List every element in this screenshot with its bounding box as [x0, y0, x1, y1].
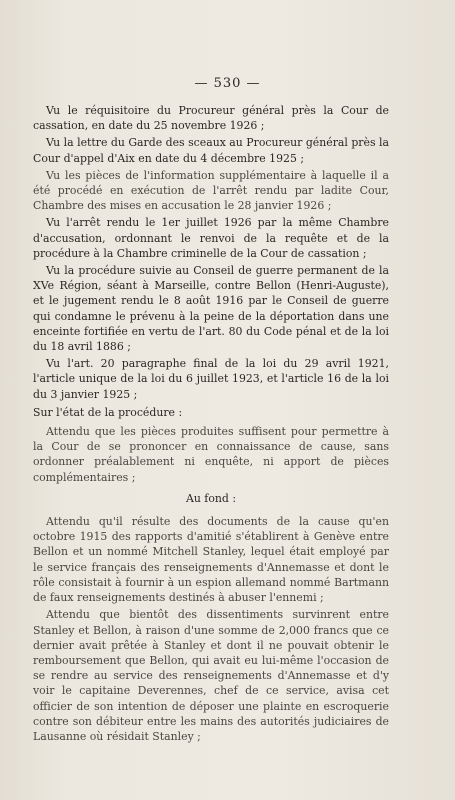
- section-heading: Au fond :: [185, 491, 237, 505]
- paragraph: Attendu que les pièces produites suffisent pour permettre à la Cour de se prononcer en connaissance de cause, sans ordonner préalablement ni enquête, ni apport de pièces complémentaires ;: [33, 425, 389, 484]
- paragraph: Attendu qu'il résulte des documents de la cause qu'en octobre 1915 des rapports d'amitié s'établirent à Genève entre Bellon et un nommé Mitchell Stanley, lequel était employé par le service français des renseignements d'Annemasse et dont le rôle consistait à fournir à un espion allemand nommé Bartmann de faux renseignements destinés à abuser l'ennemi ;: [33, 515, 389, 605]
- page-number: — 530 —: [194, 76, 261, 91]
- paragraph: Vu l'art. 20 paragraphe final de la loi du 29 avril 1921, l'article unique de la loi du 6 juillet 1923, et l'article 16 de la loi du 3 janvier 1925 ;: [33, 357, 389, 401]
- paragraph: Vu la lettre du Garde des sceaux au Procureur général près la Cour d'appel d'Aix en date du 4 décembre 1925 ;: [33, 136, 389, 165]
- paragraph: Vu l'arrêt rendu le 1er juillet 1926 par la même Chambre d'accusation, ordonnant le renvoi de la requête et de la procédure à la Chambre criminelle de la Cour de cassation ;: [33, 216, 389, 260]
- body-text: [33, 103, 389, 746]
- paragraph: Attendu que bientôt des dissentiments survinrent entre Stanley et Bellon, à raison d'une somme de 2,000 francs que ce dernier avait prêtée à Stanley et dont il ne pouvait obtenir le remboursement que Bellon, qui avait eu lui-même l'occasion de se rendre au service des renseignements d'Annemasse et d'y voir le capitaine Deverennes, chef de ce service, avisa cet officier de son intention de déposer une plainte en escroquerie contre son débiteur entre les mains des autorités judiciaires de Lausanne où résidait Stanley ;: [33, 608, 389, 743]
- paragraph: Vu la procédure suivie au Conseil de guerre permanent de la XVe Région, séant à Marseille, contre Bellon (Henri-Auguste), et le jugement rendu le 8 août 1916 par le Conseil de guerre qui condamne le prévenu à la peine de la déportation dans une enceinte fortifiée en vertu de l'art. 80 du Code pénal et de la loi du 18 avril 1886 ;: [33, 264, 389, 354]
- paragraph: Vu le réquisitoire du Procureur général près la Cour de cassation, en date du 25 novembre 1926 ;: [33, 104, 389, 133]
- paragraph: Vu les pièces de l'information supplémentaire à laquelle il a été procédé en exécution de l'arrêt rendu par ladite Cour, Chambre des mises en accusation le 28 janvier 1926 ;: [33, 168, 389, 213]
- section-heading: Sur l'état de la procédure :: [33, 405, 183, 419]
